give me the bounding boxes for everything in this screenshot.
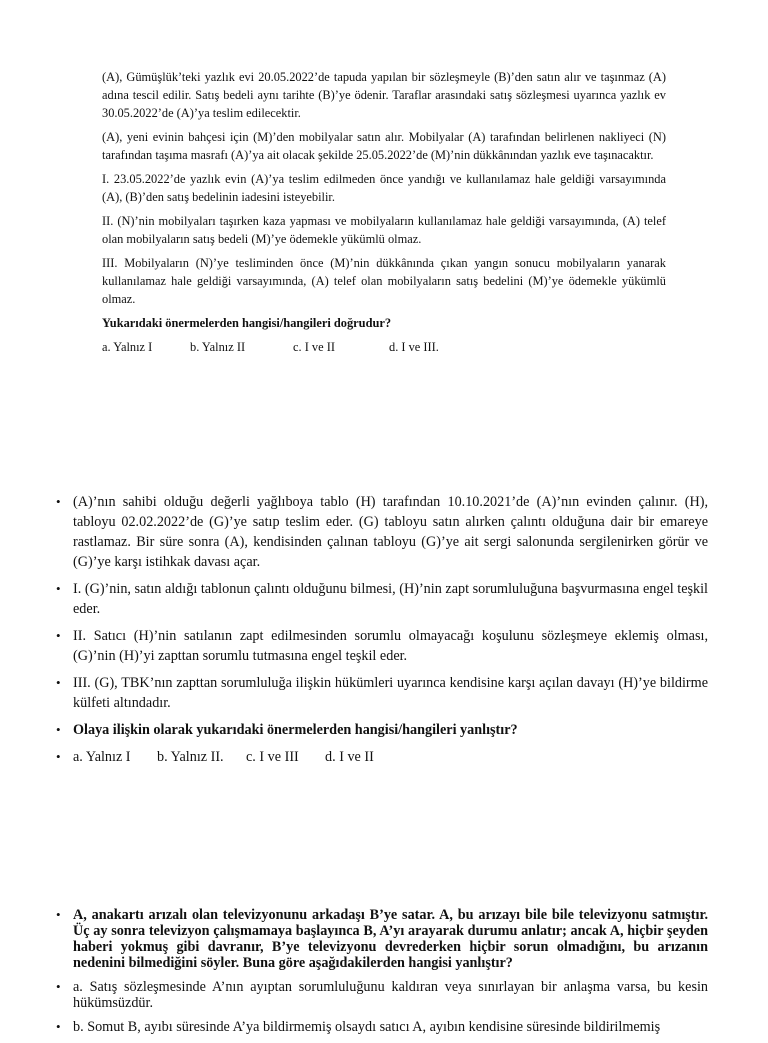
q2-statement-3: III. (G), TBK’nın zapttan sorumluluğa ilişkin hükümleri uyarınca kendisine karşı açılan davayı (H)’ye bildirme külfeti altındadır. — [73, 675, 708, 711]
q2-statement-1: I. (G)’nin, satın aldığı tablonun çalıntı olduğunu bilmesi, (H)’nin zapt sorumluluğuna başvurmasına engel teşkil eder. — [73, 581, 708, 617]
q1-option-b: b. Yalnız II — [190, 340, 246, 354]
bullet: • — [56, 675, 61, 690]
question-1 — [102, 68, 666, 356]
q3-stem: A, anakartı arızalı olan televizyonunu arkadaşı B’ye satar. A, bu arızayı bile bile televizyonu satmıştır. Üç ay sonra televizyon çalışmamaya başlayınca B, A’yı arayarak durumu anlatır; ancak A, hiçbir şeyden haberi yokmuş gibi davranır, B’ye televizyonu devrederken hiçbir sorun olmadığını, bu arızanın nedenini bilmediğini söyler. Buna göre aşağıdakilerden hangisi yanlıştır? — [73, 907, 708, 971]
bullet: • — [56, 1019, 61, 1034]
bullet: • — [56, 494, 61, 509]
bullet: • — [56, 749, 61, 764]
q2-option-a: a. Yalnız I — [73, 749, 131, 765]
list-item — [56, 1019, 708, 1035]
q1-option-d: d. I ve III. — [389, 340, 439, 354]
q1-statement-1: I. 23.05.2022’de yazlık evin (A)’ya teslim edilmeden önce yandığı ve kullanılamaz hale geldiği varsayımında (A), (B)’den satış bedelinin iadesini isteyebilir. — [102, 172, 666, 204]
q1-options — [102, 338, 666, 356]
question-3 — [56, 907, 708, 1043]
q1-case-paragraph-1: (A), Gümüşlük’teki yazlık evi 20.05.2022’de tapuda yapılan bir sözleşmeyle (B)’den satın alır ve taşınmaz (A) adına tescil edilir. Satış bedeli aynı tarihte (B)’ye ödenir. Taraflar arasındaki satış sözleşmesi uyarınca yazlık ev 30.05.2022’de (A)’ya teslim edilecektir. — [102, 70, 666, 120]
bullet: • — [56, 907, 61, 922]
bullet: • — [56, 581, 61, 596]
q2-option-c: c. I ve III — [246, 749, 299, 765]
bullet: • — [56, 979, 61, 994]
list-item — [56, 747, 708, 767]
q1-option-a: a. Yalnız I — [102, 340, 153, 354]
q1-question: Yukarıdaki önermelerden hangisi/hangileri doğrudur? — [102, 316, 392, 330]
list-item — [56, 579, 708, 619]
q3-option-a: a. Satış sözleşmesinde A’nın ayıptan sorumluluğunu kaldıran veya sınırlayan bir anlaşma varsa, bu kesin hükümsüzdür. — [73, 979, 708, 1011]
q2-option-d: d. I ve II — [325, 749, 374, 765]
q1-statement-3: III. Mobilyaların (N)’ye tesliminden önce (M)’nin dükkânında çıkan yangın sonucu mobilyaların yanarak kullanılamaz hale geldiği varsayımında, (A) telef olan mobilyaların satış bedelini (M)’ye ödemekle yükümlü olmaz. — [102, 256, 666, 306]
q2-option-b: b. Yalnız II. — [157, 749, 224, 765]
q1-case-paragraph-2: (A), yeni evinin bahçesi için (M)’den mobilyalar satın alır. Mobilyalar (A) tarafından belirlenen nakliyeci (N) tarafından taşıma masrafı (A)’ya ait olacak şekilde 25.05.2022’de (M)’nin dükkânından yazlık eve taşınacaktır. — [102, 130, 666, 162]
bullet: • — [56, 722, 61, 737]
q2-statement-2: II. Satıcı (H)’nin satılanın zapt edilmesinden sorumlu olmayacağı koşulunu sözleşmeye eklemiş olması, (G)’nin (H)’yi zapttan sorumlu tutmasına engel teşkil eder. — [73, 628, 708, 664]
q2-case-paragraph: (A)’nın sahibi olduğu değerli yağlıboya tablo (H) tarafından 10.10.2021’de (A)’nın evinden çalınır. (H), tabloyu 02.02.2022’de (G)’ye satıp teslim eder. (G) tabloyu satın alırken çalıntı olduğuna dair bir emareye rastlamaz. Bir süre sonra (A), kendisinden çalınan tabloyu (G)’ye ait sergi salonunda sergilenirken görür ve (G)’ye karşı istihkak davası açar. — [73, 494, 708, 570]
q1-option-c: c. I ve II — [293, 340, 335, 354]
list-item — [56, 673, 708, 713]
q1-statement-2: II. (N)’nin mobilyaları taşırken kaza yapması ve mobilyaların kullanılamaz hale geldiği varsayımında, (A) telef olan mobilyaların satış bedeli (M)’ye ödemekle yükümlü olmaz. — [102, 214, 666, 246]
q3-option-b: b. Somut B, ayıbı süresinde A’ya bildirmemiş olsaydı satıcı A, ayıbın kendisine süresinde bildirilmemiş — [73, 1019, 661, 1035]
q2-options — [73, 747, 374, 767]
list-item — [56, 720, 708, 740]
bullet: • — [56, 628, 61, 643]
question-2 — [56, 492, 708, 774]
list-item — [56, 907, 708, 971]
list-item — [56, 492, 708, 572]
list-item — [56, 979, 708, 1011]
q2-question: Olaya ilişkin olarak yukarıdaki önermelerden hangisi/hangileri yanlıştır? — [73, 722, 518, 738]
list-item — [56, 626, 708, 666]
